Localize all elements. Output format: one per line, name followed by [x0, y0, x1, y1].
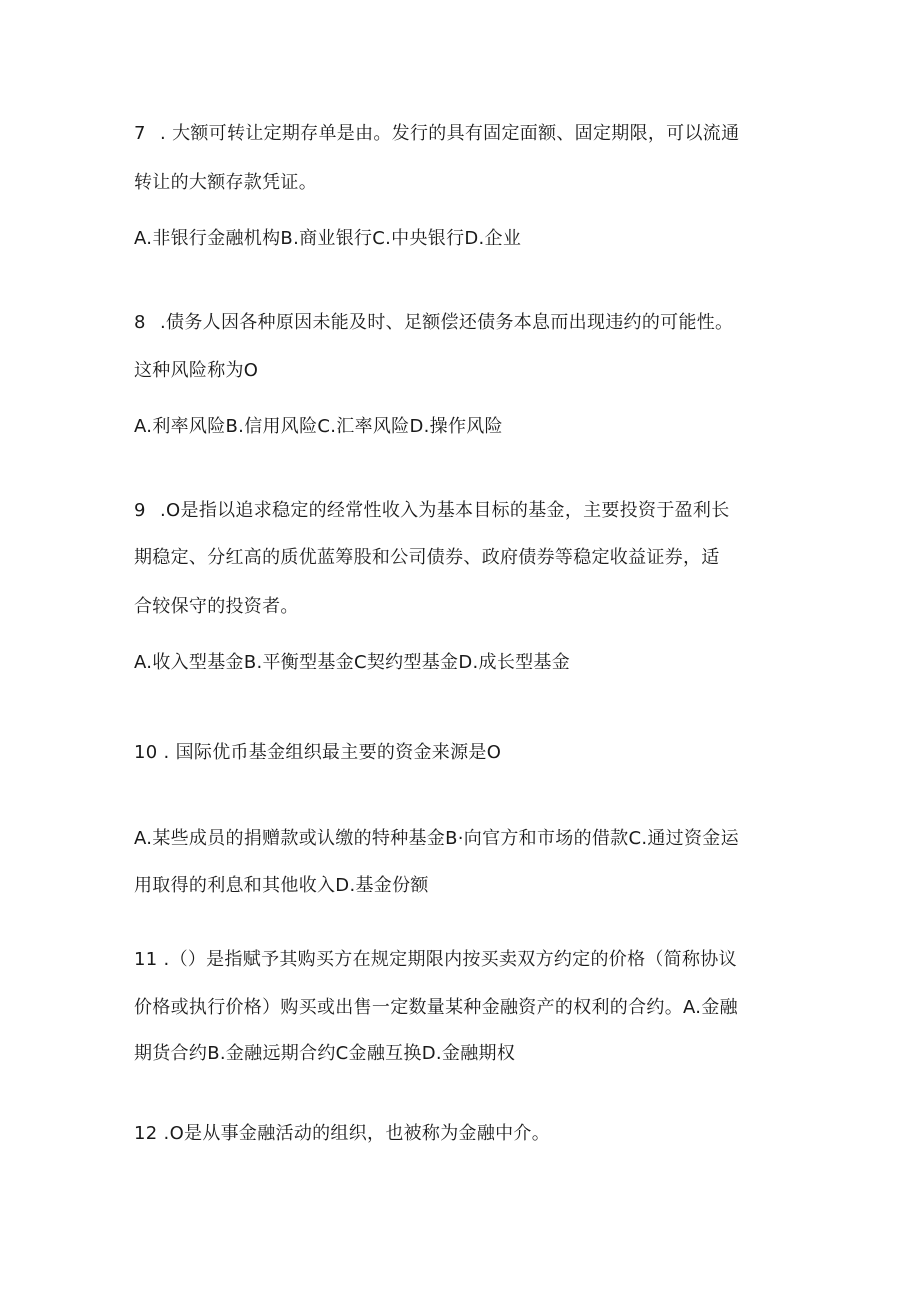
question-11-stem-line-3: 期货合约B.金融远期合约C金融互换D.金融期权: [134, 1043, 516, 1064]
question-7-stem-text-1: . 大额可转让定期存单是由。发行的具有固定面额、固定期限，可以流通: [160, 123, 740, 144]
question-12-stem-text-1: .O是从事金融活动的组织，也被称为金融中介。: [163, 1123, 551, 1144]
question-7-options: A.非银行金融机构B.商业银行C.中央银行D.企业: [134, 228, 522, 249]
question-8-stem-line-2: 这种风险称为O: [134, 360, 259, 381]
question-8-stem-text-1: .债务人因各种原因未能及时、足额偿还债务本息而出现违约的可能性。: [160, 312, 734, 333]
question-10-options-line-1: A.某些成员的捐赠款或认缴的特种基金B·向官方和市场的借款C.通过资金运: [134, 828, 739, 849]
question-11-stem-text-1: .（）是指赋予其购买方在规定期限内按买卖双方约定的价格（简称协议: [163, 949, 737, 970]
question-7-number: 7: [134, 123, 146, 144]
question-8-stem-line-1: [134, 311, 794, 335]
question-9-stem-line-3: 合较保守的投资者。: [134, 596, 299, 617]
question-11-stem-line-1: [134, 948, 794, 972]
question-9-stem-line-2: 期稳定、分红高的质优蓝筹股和公司债券、政府债券等稳定收益证券，适: [134, 547, 720, 568]
question-7-stem-line-2: 转让的大额存款凭证。: [134, 172, 317, 193]
question-10-stem-text-1: . 国际优币基金组织最主要的资金来源是O: [163, 742, 502, 763]
question-9-number: 9: [134, 500, 146, 521]
question-8-number: 8: [134, 312, 146, 333]
question-10-stem-line-1: [134, 741, 794, 765]
question-11-stem-line-2: 价格或执行价格）购买或出售一定数量某种金融资产的权利的合约。A.金融: [134, 997, 738, 1018]
question-12-stem-line-1: [134, 1122, 794, 1146]
question-9-options: A.收入型基金B.平衡型基金C契约型基金D.成长型基金: [134, 652, 571, 673]
question-10-number: 10: [134, 742, 158, 763]
question-9-stem-line-1: [134, 499, 794, 523]
question-8-options: A.利率风险B.信用风险C.汇率风险D.操作风险: [134, 416, 503, 437]
question-9-stem-text-1: .O是指以追求稳定的经常性收入为基本目标的基金，主要投资于盈利长: [160, 500, 730, 521]
question-11-number: 11: [134, 949, 158, 970]
question-7-stem-line-1: [134, 122, 794, 146]
question-12-number: 12: [134, 1123, 158, 1144]
question-10-options-line-2: 用取得的利息和其他收入D.基金份额: [134, 875, 429, 896]
